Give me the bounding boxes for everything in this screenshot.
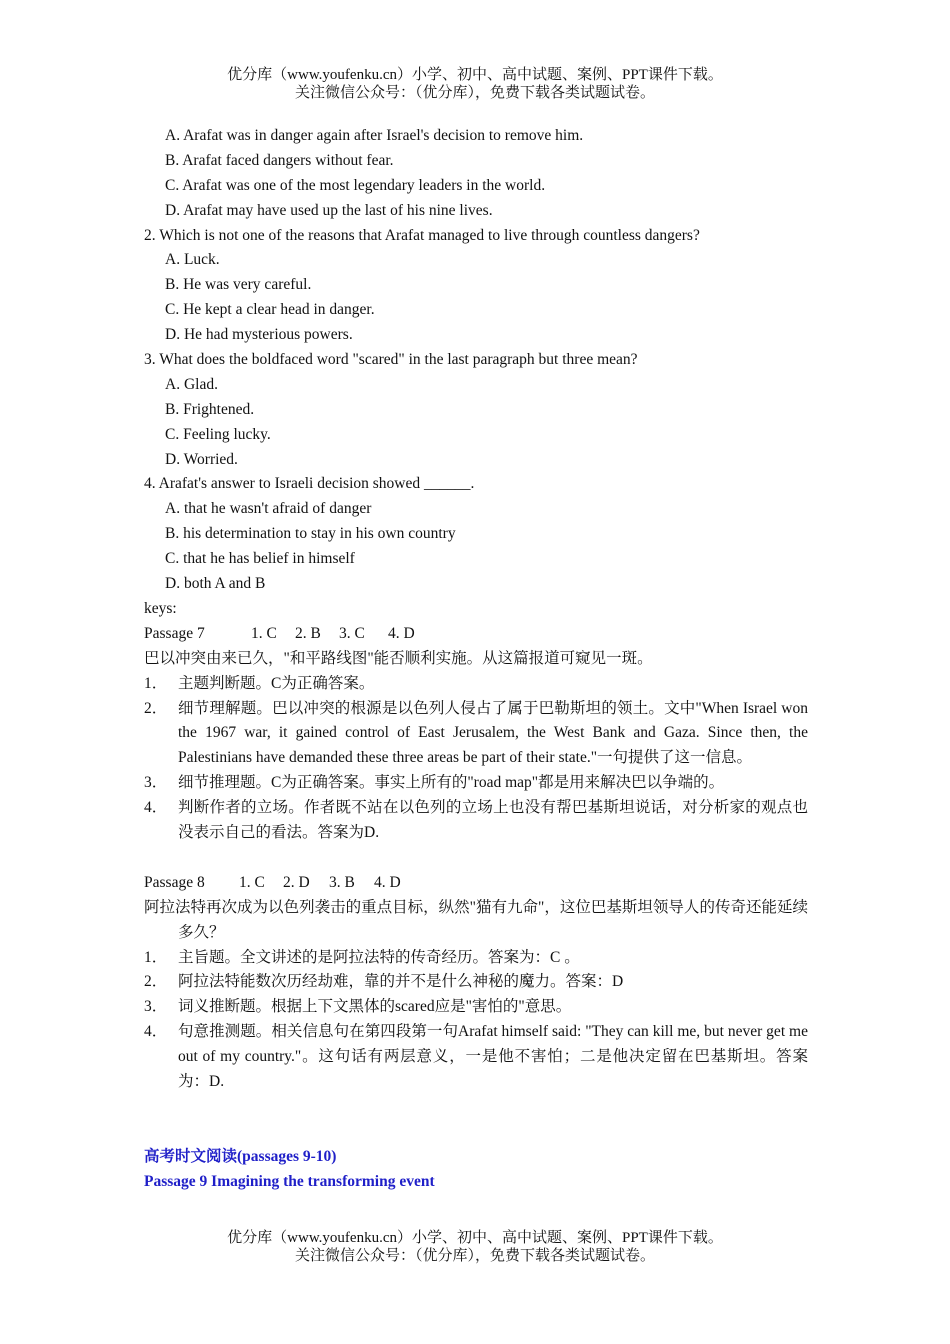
page-header — [0, 66, 950, 102]
note-text: 句意推测题。相关信息句在第四段第一句Arafat himself said: "They can kill me, but never get me out of my country."。这句话有两层意义，一是他不害怕；二是他决定留在巴基斯坦。答案为：D. — [178, 1023, 808, 1091]
note-number: 1． — [144, 948, 168, 966]
answer: 1. C — [251, 624, 277, 642]
spacer — [144, 846, 808, 871]
answer: 3. C — [339, 624, 365, 642]
note-number: 1． — [144, 674, 168, 692]
note-number: 4． — [144, 1023, 168, 1041]
passage7-note — [144, 697, 808, 772]
footer-line-1: 优分库（www.youfenku.cn）小学、初中、高中试题、案例、PPT课件下载。 — [227, 1230, 723, 1246]
q2-stem: 2. Which is not one of the reasons that Arafat managed to live through countless dangers? — [144, 226, 700, 244]
passage8-note — [144, 995, 808, 1020]
q3-option-c: C. Feeling lucky. — [165, 425, 271, 443]
answer: 4. D — [388, 624, 415, 642]
q1-option-c: C. Arafat was one of the most legendary leaders in the world. — [165, 176, 546, 194]
passage7-note — [144, 771, 808, 796]
passage8-intro: 阿拉法特再次成为以色列袭击的重点目标，纵然"猫有九命"，这位巴基斯坦领导人的传奇还能延续多久？ — [144, 898, 808, 941]
note-text: 主旨题。全文讲述的是阿拉法特的传奇经历。答案为：C 。 — [178, 948, 580, 966]
passage8-note — [144, 946, 808, 971]
note-text: 细节推理题。C为正确答案。事实上所有的"road map"都是用来解决巴以争端的。 — [178, 774, 725, 792]
q4-option-b: B. his determination to stay in his own country — [165, 525, 456, 543]
q1-option-a: A. Arafat was in danger again after Israel's decision to remove him. — [165, 127, 584, 144]
header-line-2: 关注微信公众号：（优分库），免费下载各类试题试卷。 — [294, 85, 655, 101]
passage8-label: Passage 8 — [144, 873, 205, 891]
answer: 1. C — [239, 873, 265, 891]
note-text: 阿拉法特能数次历经劫难，靠的并不是什么神秘的魔力。答案：D — [178, 973, 624, 991]
q3-stem: 3. What does the boldfaced word "scared" in the last paragraph but three mean? — [144, 351, 638, 369]
passage7-answers — [144, 622, 808, 647]
page-footer — [0, 1229, 950, 1265]
answer: 3. B — [329, 873, 355, 891]
header-line-1: 优分库（www.youfenku.cn）小学、初中、高中试题、案例、PPT课件下载。 — [227, 67, 723, 83]
q1-option-b: B. Arafat faced dangers without fear. — [165, 151, 394, 169]
answer: 2. D — [283, 873, 310, 891]
q4-option-a: A. that he wasn't afraid of danger — [165, 500, 372, 518]
keys-label: keys: — [144, 599, 177, 617]
passage7-note — [144, 796, 808, 846]
q2-option-d: D. He had mysterious powers. — [165, 326, 353, 344]
q4-stem: 4. Arafat's answer to Israeli decision showed ______. — [144, 475, 475, 493]
answer: 4. D — [374, 873, 401, 891]
note-text: 主题判断题。C为正确答案。 — [178, 674, 375, 692]
q3-option-b: B. Frightened. — [165, 400, 255, 418]
document-body — [144, 124, 808, 1195]
passage7-intro: 巴以冲突由来已久，"和平路线图"能否顺利实施。从这篇报道可窥见一斑。 — [144, 649, 653, 667]
spacer — [144, 1095, 808, 1145]
q1-option-d: D. Arafat may have used up the last of his nine lives. — [165, 201, 493, 219]
passage7-label: Passage 7 — [144, 624, 205, 642]
note-number: 3． — [144, 998, 168, 1016]
q4-option-c: C. that he has belief in himself — [165, 550, 355, 568]
passage8-note — [144, 1020, 808, 1095]
q3-option-d: D. Worried. — [165, 450, 238, 468]
note-number: 2． — [144, 699, 168, 717]
footer-line-2: 关注微信公众号：（优分库），免费下载各类试题试卷。 — [294, 1248, 655, 1264]
q2-option-c: C. He kept a clear head in danger. — [165, 301, 375, 319]
note-text: 判断作者的立场。作者既不站在以色列的立场上也没有帮巴基斯坦说话，对分析家的观点也没表示自己的看法。答案为D. — [178, 799, 808, 842]
note-number: 3． — [144, 774, 168, 792]
note-text: 词义推断题。根据上下文黑体的scared应是"害怕的"意思。 — [178, 998, 572, 1016]
q3-option-a: A. Glad. — [165, 375, 218, 393]
q4-option-d: D. both A and B — [165, 575, 266, 593]
passage8-answers — [144, 871, 808, 896]
q2-option-b: B. He was very careful. — [165, 276, 312, 294]
note-number: 4． — [144, 799, 168, 817]
passage9-title: Passage 9 Imagining the transforming event — [144, 1172, 435, 1190]
passage8-note — [144, 970, 808, 995]
section-title: 高考时文阅读(passages 9-10) — [144, 1147, 337, 1165]
note-text: 细节理解题。巴以冲突的根源是以色列人侵占了属于巴勒斯坦的领土。文中"When Israel won the 1967 war, it gained control of East Jerusalem, the West Bank and Gaza. Since then, the Palestinians have demanded these three areas be part of their state."一句提供了这一信息。 — [178, 699, 808, 767]
passage7-note — [144, 672, 808, 697]
answer: 2. B — [295, 624, 321, 642]
note-number: 2． — [144, 973, 168, 991]
q2-option-a: A. Luck. — [165, 251, 220, 269]
